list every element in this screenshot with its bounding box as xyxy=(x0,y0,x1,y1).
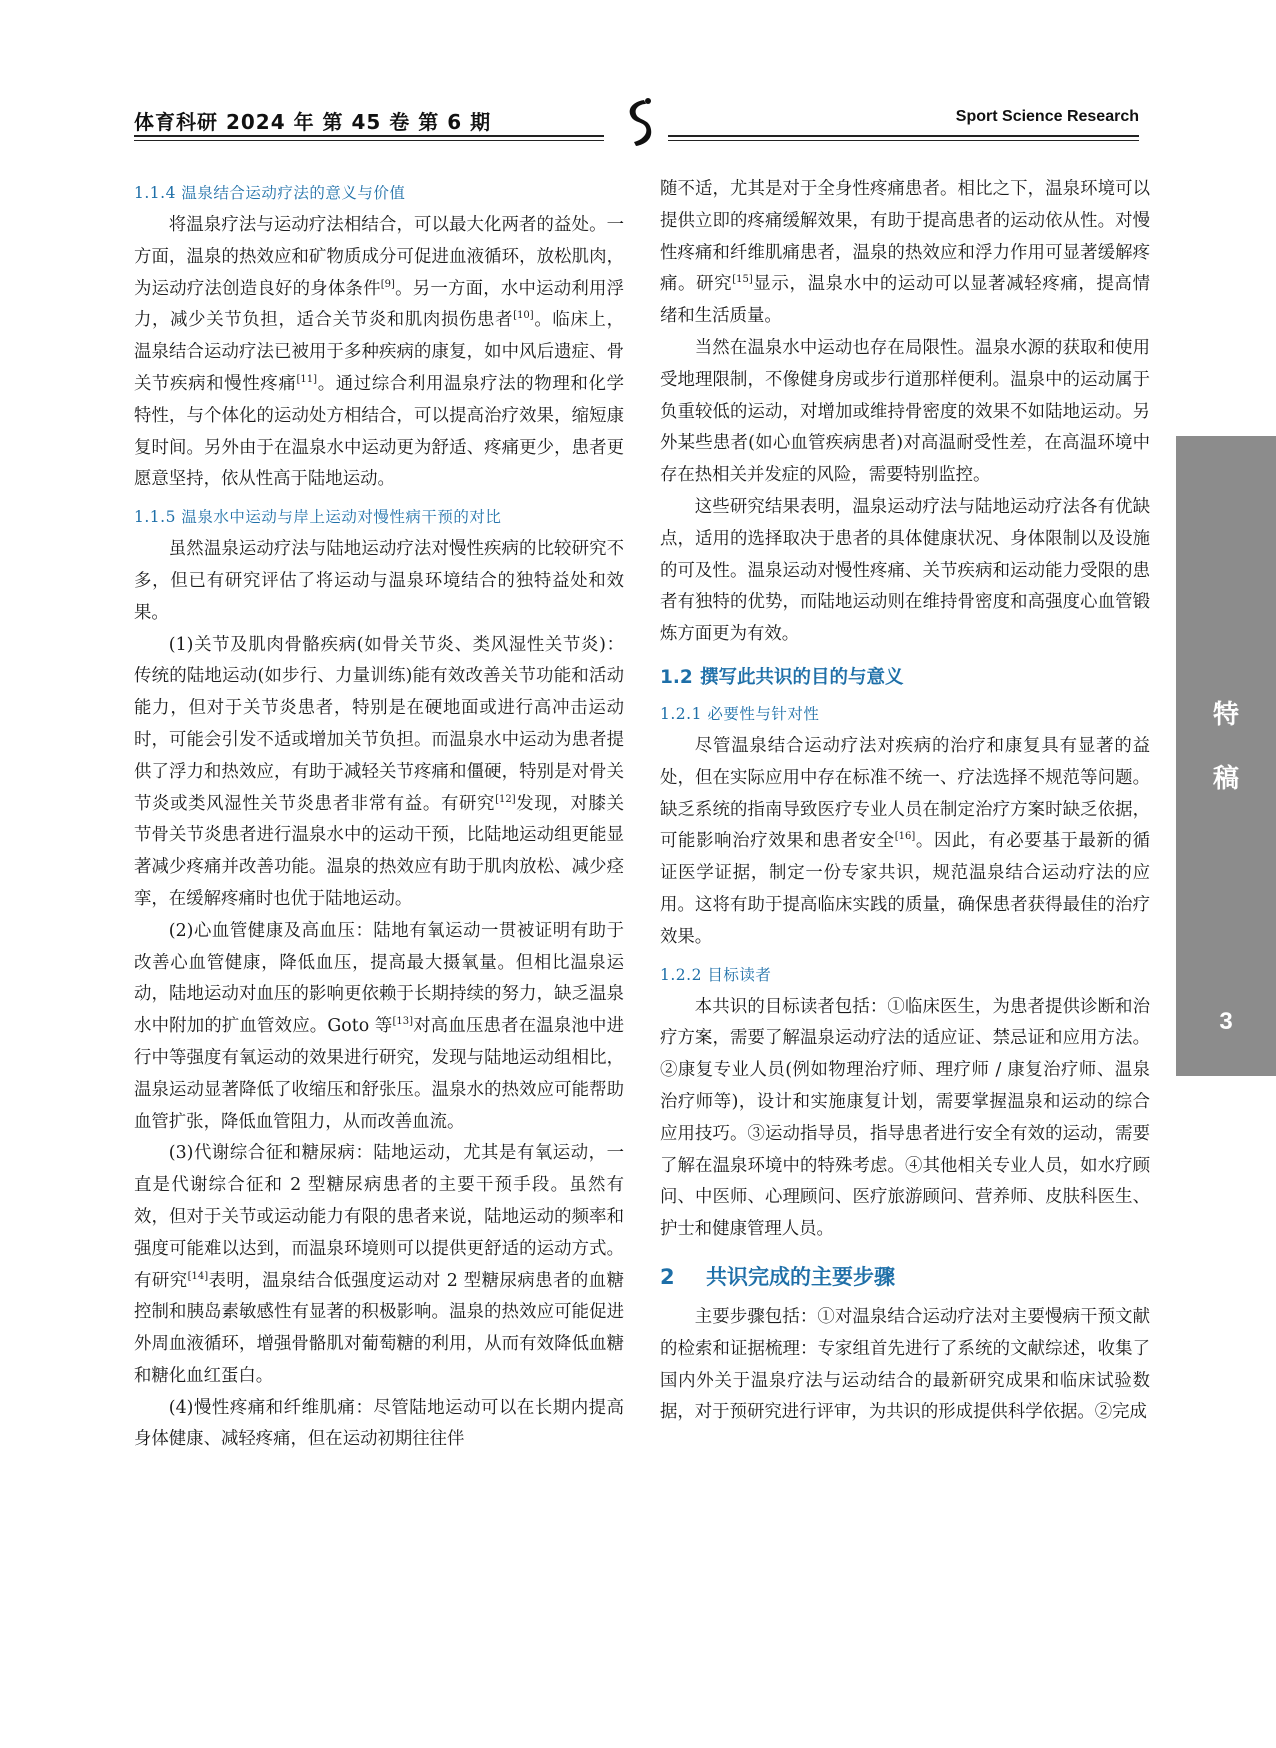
header-rule-left-thin xyxy=(134,140,604,141)
paragraph: (1)关节及肌肉骨骼疾病(如骨关节炎、类风湿性关节炎)：传统的陆地运动(如步行、力量训练)能有效改善关节功能和活动能力，但对于关节炎患者，特别是在硬地面或进行高冲击运动时，可能会引发不适或增加关节负担。而温泉水中运动为患者提供了浮力和热效应，有助于减轻关节疼痛和僵硬，特别是对骨关节炎或类风湿性关节炎患者非常有益。有研究[12]发现，对膝关节骨关节炎患者进行温泉水中的运动干预，比陆地运动组更能显著减少疼痛并改善功能。温泉的热效应有助于肌肉放松、减少痉挛，在缓解疼痛时也优于陆地运动。 xyxy=(134,634,624,909)
section-heading-2: 2 共识完成的主要步骤 xyxy=(660,1264,895,1289)
citation: [15] xyxy=(732,274,753,286)
header-rule-left xyxy=(134,135,604,137)
citation: [16] xyxy=(894,831,916,843)
journal-logo-icon xyxy=(618,96,660,150)
journal-title-en: Sport Science Research xyxy=(955,108,1139,125)
citation: [11] xyxy=(296,374,318,386)
paragraph: 随不适，尤其是对于全身性疼痛患者。相比之下，温泉环境可以提供立即的疼痛缓解效果，有助于提高患者的运动依从性。对慢性疼痛和纤维肌痛患者，温泉的热效应和浮力作用可显著缓解疼痛。研究[15]显示，温泉水中的运动可以显著减轻疼痛，提高情绪和生活质量。 xyxy=(660,179,1150,327)
section-heading-1-2: 1.2 撰写此共识的目的与意义 xyxy=(660,666,904,688)
header-rule-right xyxy=(668,135,1139,137)
citation: [9] xyxy=(380,278,395,290)
paragraph: (4)慢性疼痛和纤维肌痛：尽管陆地运动可以在长期内提高身体健康、减轻疼痛，但在运动初期往往伴 xyxy=(134,1397,624,1450)
paragraph: 主要步骤包括：①对温泉结合运动疗法对主要慢病干预文献的检索和证据梳理：专家组首先进行了系统的文献综述，收集了国内外关于温泉疗法与运动结合的最新研究成果和临床试验数据，对于预研究进行评审，为共识的形成提供科学依据。②完成 xyxy=(660,1306,1150,1423)
paragraph: 将温泉疗法与运动疗法相结合，可以最大化两者的益处。一方面，温泉的热效应和矿物质成分可促进血液循环，放松肌肉，为运动疗法创造良好的身体条件[9]。另一方面，水中运动利用浮力，减少关节负担，适合关节炎和肌肉损伤患者[10]。临床上，温泉结合运动疗法已被用于多种疾病的康复，如中风后遗症、骨关节疾病和慢性疼痛[11]。通过综合利用温泉疗法的物理和化学特性，与个体化的运动处方相结合，可以提高治疗效果，缩短康复时间。另外由于在温泉水中运动更为舒适、疼痛更少，患者更愿意坚持，依从性高于陆地运动。 xyxy=(134,215,624,490)
paragraph: (3)代谢综合征和糖尿病：陆地运动，尤其是有氧运动，一直是代谢综合征和 2 型糖尿病患者的主要干预手段。虽然有效，但对于关节或运动能力有限的患者来说，陆地运动的频率和强度可能难以达到，而温泉环境则可以提供更舒适的运动方式。有研究[14]表明，温泉结合低强度运动对 2 型糖尿病患者的血糖控制和胰岛素敏感性有显著的积极影响。温泉的热效应可能促进外周血液循环，增强骨骼肌对葡萄糖的利用，从而有效降低血糖和糖化血红蛋白。 xyxy=(134,1143,624,1386)
citation: [14] xyxy=(187,1270,209,1282)
paragraph: 当然在温泉水中运动也存在局限性。温泉水源的获取和使用受地理限制，不像健身房或步行道那样便利。温泉中的运动属于负重较低的运动，对增加或维持骨密度的效果不如陆地运动。另外某些患者(如心血管疾病患者)对高温耐受性差，在高温环境中存在热相关并发症的风险，需要特别监控。 xyxy=(660,337,1150,486)
section-heading-1-2-1: 1.2.1 必要性与针对性 xyxy=(660,704,820,723)
section-heading-1-1-4: 1.1.4 温泉结合运动疗法的意义与价值 xyxy=(134,184,406,202)
paragraph: 虽然温泉运动疗法与陆地运动疗法对慢性疾病的比较研究不多，但已有研究评估了将运动与温泉环境结合的独特益处和效果。 xyxy=(134,539,624,623)
citation: [13] xyxy=(392,1016,414,1028)
citation: [12] xyxy=(495,793,516,805)
left-column xyxy=(134,174,624,1456)
paragraph: 尽管温泉结合运动疗法对疾病的治疗和康复具有显著的益处，但在实际应用中存在标准不统一、疗法选择不规范等问题。缺乏系统的指南导致医疗专业人员在制定治疗方案时缺乏依据，可能影响治疗效果和患者安全[16]。因此，有必要基于最新的循证医学证据，制定一份专家共识，规范温泉结合运动疗法的应用。这将有助于提高临床实践的质量，确保患者获得最佳的治疗效果。 xyxy=(660,735,1150,947)
header-rule-right-thin xyxy=(668,140,1139,141)
right-column xyxy=(660,174,1150,1429)
side-tab-char: 稿 xyxy=(1212,764,1239,794)
paragraph: 这些研究结果表明，温泉运动疗法与陆地运动疗法各有优缺点，适用的选择取决于患者的具体健康状况、身体限制以及设施的可及性。温泉运动对慢性疼痛、关节疾病和运动能力受限的患者有独特的优势，而陆地运动则在维持骨密度和高强度心血管锻炼方面更为有效。 xyxy=(660,496,1150,645)
section-heading-1-1-5: 1.1.5 温泉水中运动与岸上运动对慢性病干预的对比 xyxy=(134,508,502,527)
page-number: 3 xyxy=(1219,1008,1233,1035)
citation: [10] xyxy=(513,310,534,322)
section-heading-1-2-2: 1.2.2 目标读者 xyxy=(660,965,772,984)
journal-title: 体育科研 2024 年 第 45 卷 第 6 期 xyxy=(134,110,492,134)
paragraph: (2)心血管健康及高血压：陆地有氧运动一贯被证明有助于改善心血管健康，降低血压，提高最大摄氧量。但相比温泉运动，陆地运动对血压的影响更依赖于长期持续的努力，缺乏温泉水中附加的扩血管效应。Goto 等[13]对高血压患者在温泉池中进行中等强度有氧运动的效果进行研究，发现与陆地运动组相比，温泉运动显著降低了收缩压和舒张压。温泉水的热效应可能帮助血管扩张，降低血管阻力，从而改善血流。 xyxy=(134,920,624,1132)
side-tab-char: 特 xyxy=(1212,700,1239,730)
paragraph: 本共识的目标读者包括：①临床医生，为患者提供诊断和治疗方案，需要了解温泉运动疗法的适应证、禁忌证和应用方法。②康复专业人员(例如物理治疗师、理疗师 / 康复治疗师、温泉治疗师等)，设计和实施康复计划，需要掌握温泉和运动的综合应用技巧。③运动指导员，指导患者进行安全有效的运动，需要了解在温泉环境中的特殊考虑。④其他相关专业人员，如水疗顾问、中医师、心理顾问、医疗旅游顾问、营养师、皮肤科医生、护士和健康管理人员。 xyxy=(660,996,1150,1240)
side-section-tab xyxy=(1176,436,1276,1076)
